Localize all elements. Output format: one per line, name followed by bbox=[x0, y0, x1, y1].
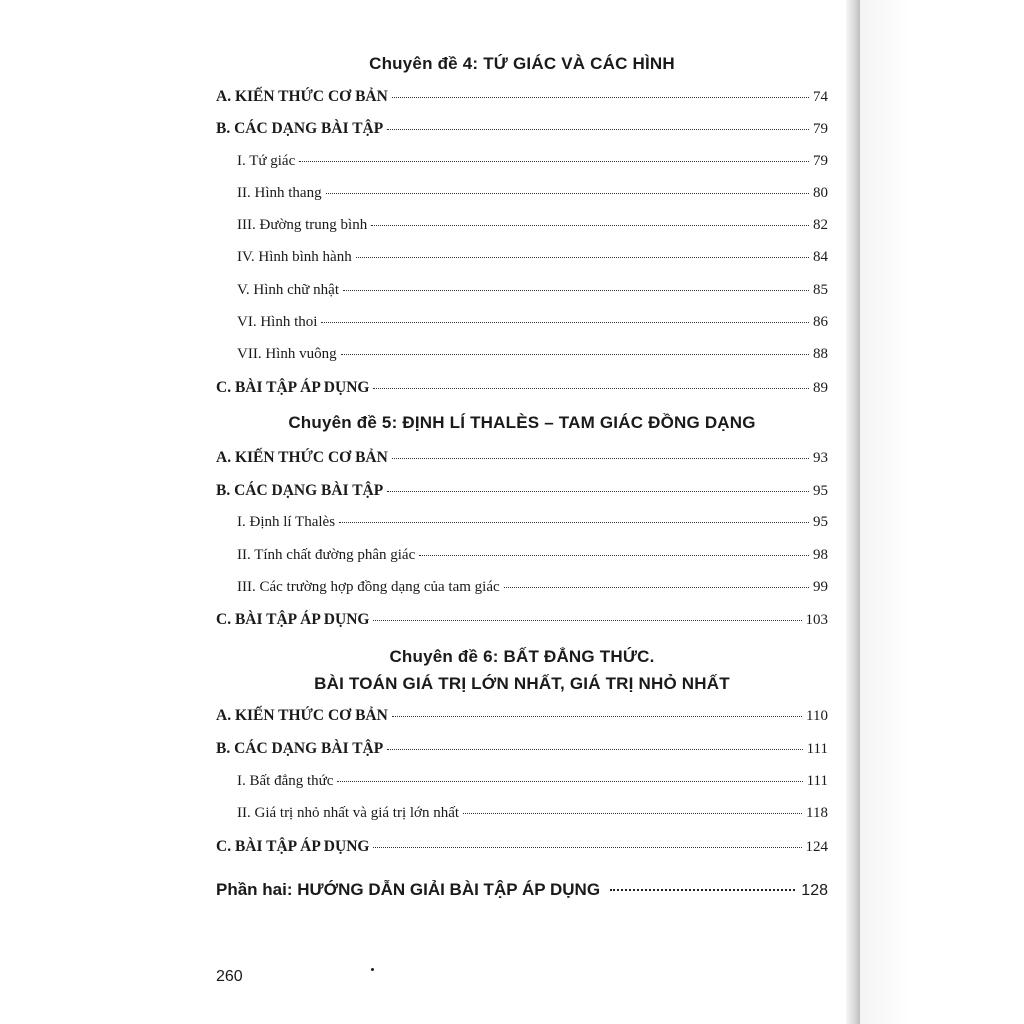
chapter-5-title: Chuyên đề 5: ĐỊNH LÍ THALÈS – TAM GIÁC ĐỒNG DẠNG bbox=[288, 413, 756, 432]
toc-entry-label: VI. Hình thoi bbox=[237, 314, 318, 330]
dot-leader bbox=[371, 225, 809, 226]
toc-entry-label: I. Định lí Thalès bbox=[237, 514, 336, 530]
toc-entry-label: III. Đường trung bình bbox=[237, 217, 368, 233]
dot-leader bbox=[321, 322, 809, 323]
toc-entry[interactable] bbox=[237, 547, 828, 571]
toc-entry-page: 103 bbox=[805, 612, 828, 628]
toc-entry-page: 98 bbox=[813, 547, 828, 563]
toc-entry-page: 89 bbox=[813, 380, 828, 396]
toc-entry-label: I. Tứ giác bbox=[237, 153, 296, 169]
dot-leader bbox=[610, 889, 795, 891]
toc-entry[interactable] bbox=[216, 120, 828, 144]
toc-entry-page: 85 bbox=[813, 282, 828, 298]
toc-entry[interactable] bbox=[216, 838, 828, 862]
toc-entry-page: 86 bbox=[813, 314, 828, 330]
toc-entry-label: III. Các trường hợp đồng dạng của tam giác bbox=[237, 579, 500, 595]
toc-entry-label: B. CÁC DẠNG BÀI TẬP bbox=[216, 482, 384, 499]
toc-entry-page: 128 bbox=[801, 882, 828, 899]
toc-entry-part-two[interactable] bbox=[216, 880, 828, 904]
toc-entry-page: 93 bbox=[813, 450, 828, 466]
toc-entry-page: 95 bbox=[813, 514, 828, 530]
toc-entry[interactable] bbox=[216, 449, 828, 473]
toc-entry-label: IV. Hình bình hành bbox=[237, 249, 352, 265]
toc-entry[interactable] bbox=[216, 740, 828, 764]
toc-entry[interactable] bbox=[237, 579, 828, 603]
toc-entry-label: A. KIẾN THỨC CƠ BẢN bbox=[216, 449, 388, 466]
toc-entry-label: B. CÁC DẠNG BÀI TẬP bbox=[216, 120, 384, 137]
toc-entry-label: II. Giá trị nhỏ nhất và giá trị lớn nhất bbox=[237, 805, 460, 821]
toc-entry[interactable] bbox=[237, 153, 828, 177]
toc-entry-page: 74 bbox=[813, 89, 828, 105]
toc-entry-label: I. Bất đẳng thức bbox=[237, 773, 334, 789]
toc-entry-label: C. BÀI TẬP ÁP DỤNG bbox=[216, 838, 370, 855]
toc-entry[interactable] bbox=[237, 805, 828, 829]
dot-leader bbox=[343, 290, 809, 291]
chapter-6-title: Chuyên đề 6: BẤT ĐẲNG THỨC. bbox=[389, 647, 655, 666]
dot-leader bbox=[373, 620, 801, 621]
toc-entry-page: 84 bbox=[813, 249, 828, 265]
dot-leader bbox=[392, 716, 802, 717]
chapter-4-title: Chuyên đề 4: TỨ GIÁC VÀ CÁC HÌNH bbox=[369, 54, 675, 73]
toc-entry[interactable] bbox=[237, 185, 828, 209]
dot-leader bbox=[356, 257, 809, 258]
page-number: 260 bbox=[216, 968, 243, 985]
toc-entry-label: C. BÀI TẬP ÁP DỤNG bbox=[216, 379, 370, 396]
toc-entry[interactable] bbox=[216, 707, 828, 731]
toc-entry-page: 95 bbox=[813, 483, 828, 499]
toc-entry[interactable] bbox=[216, 88, 828, 112]
toc-entry-page: 124 bbox=[805, 839, 828, 855]
dot-leader bbox=[392, 97, 809, 98]
toc-entry[interactable] bbox=[237, 346, 828, 370]
toc-entry-page: 111 bbox=[806, 741, 828, 757]
chapter-6-subtitle: BÀI TOÁN GIÁ TRỊ LỚN NHẤT, GIÁ TRỊ NHỎ NHẤT bbox=[314, 674, 730, 693]
dot-leader bbox=[326, 193, 809, 194]
toc-entry[interactable] bbox=[237, 514, 828, 538]
dot-leader bbox=[463, 813, 802, 814]
toc-entry[interactable] bbox=[237, 314, 828, 338]
dot-leader bbox=[387, 129, 809, 130]
toc-entry[interactable] bbox=[237, 217, 828, 241]
dot-leader bbox=[387, 749, 802, 750]
dot-leader bbox=[337, 781, 802, 782]
dot-leader bbox=[419, 555, 809, 556]
toc-entry-label: Phần hai: HƯỚNG DẪN GIẢI BÀI TẬP ÁP DỤNG bbox=[216, 880, 601, 899]
toc-entry-label: C. BÀI TẬP ÁP DỤNG bbox=[216, 611, 370, 628]
dot-leader bbox=[387, 491, 809, 492]
toc-entry-page: 80 bbox=[813, 185, 828, 201]
toc-entry-label: A. KIẾN THỨC CƠ BẢN bbox=[216, 88, 388, 105]
toc-entry-page: 99 bbox=[813, 579, 828, 595]
dot-leader bbox=[392, 458, 809, 459]
dot-leader bbox=[373, 388, 809, 389]
toc-entry-page: 88 bbox=[813, 346, 828, 362]
toc-entry-page: 111 bbox=[806, 773, 828, 789]
toc-entry[interactable] bbox=[216, 379, 828, 403]
toc-entry-page: 82 bbox=[813, 217, 828, 233]
dot-leader bbox=[341, 354, 809, 355]
toc-entry-label: VII. Hình vuông bbox=[237, 346, 337, 362]
dot-leader bbox=[339, 522, 809, 523]
toc-entry-page: 79 bbox=[813, 153, 828, 169]
toc-entry[interactable] bbox=[237, 282, 828, 306]
toc-entry-label: V. Hình chữ nhật bbox=[237, 282, 340, 298]
toc-entry[interactable] bbox=[216, 611, 828, 635]
toc-entry-label: II. Hình thang bbox=[237, 185, 322, 201]
toc-entry[interactable] bbox=[237, 249, 828, 273]
toc-entry-page: 118 bbox=[806, 805, 828, 821]
print-speck bbox=[371, 968, 374, 971]
toc-entry-label: B. CÁC DẠNG BÀI TẬP bbox=[216, 740, 384, 757]
dot-leader bbox=[373, 847, 801, 848]
dot-leader bbox=[504, 587, 809, 588]
toc-entry-page: 79 bbox=[813, 121, 828, 137]
toc-entry[interactable] bbox=[216, 482, 828, 506]
toc-entry-label: A. KIẾN THỨC CƠ BẢN bbox=[216, 707, 388, 724]
toc-entry[interactable] bbox=[237, 773, 828, 797]
toc-entry-label: II. Tính chất đường phân giác bbox=[237, 547, 416, 563]
toc-entry-page: 110 bbox=[806, 708, 828, 724]
dot-leader bbox=[299, 161, 809, 162]
